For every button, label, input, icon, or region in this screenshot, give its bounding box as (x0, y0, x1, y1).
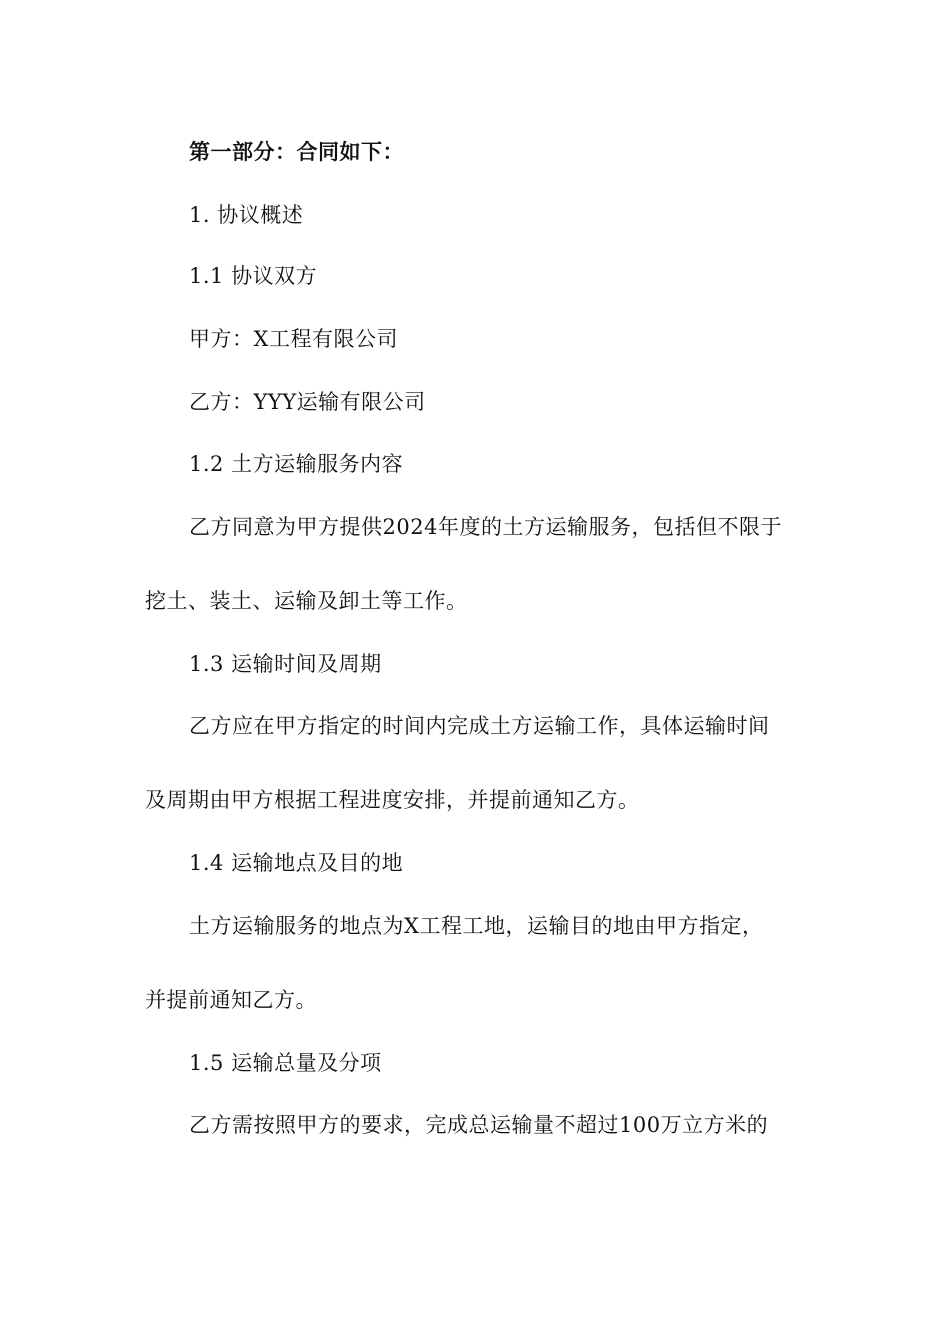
heading-1: 1. 协议概述 (189, 203, 304, 227)
heading-1-3: 1.3 运输时间及周期 (189, 652, 382, 676)
paragraph-1-4-line-2: 并提前通知乙方。 (145, 988, 317, 1012)
heading-1-1: 1.1 协议双方 (189, 264, 318, 288)
party-b: 乙方：YYY运输有限公司 (189, 390, 426, 414)
paragraph-1-2-line-2: 挖土、装土、运输及卸土等工作。 (145, 589, 468, 613)
paragraph-1-5-line-1: 乙方需按照甲方的要求，完成总运输量不超过100万立方米的 (189, 1113, 769, 1137)
heading-1-2: 1.2 土方运输服务内容 (189, 452, 404, 476)
party-a: 甲方：X工程有限公司 (189, 327, 398, 351)
heading-1-4: 1.4 运输地点及目的地 (189, 851, 404, 875)
paragraph-1-2-line-1: 乙方同意为甲方提供2024年度的土方运输服务，包括但不限于 (189, 515, 782, 539)
paragraph-1-3-line-1: 乙方应在甲方指定的时间内完成土方运输工作，具体运输时间 (189, 714, 770, 738)
section-title: 第一部分：合同如下： (189, 139, 404, 164)
paragraph-1-3-line-2: 及周期由甲方根据工程进度安排，并提前通知乙方。 (145, 788, 640, 812)
heading-1-5: 1.5 运输总量及分项 (189, 1051, 382, 1075)
paragraph-1-4-line-1: 土方运输服务的地点为X工程工地，运输目的地由甲方指定， (189, 914, 764, 938)
